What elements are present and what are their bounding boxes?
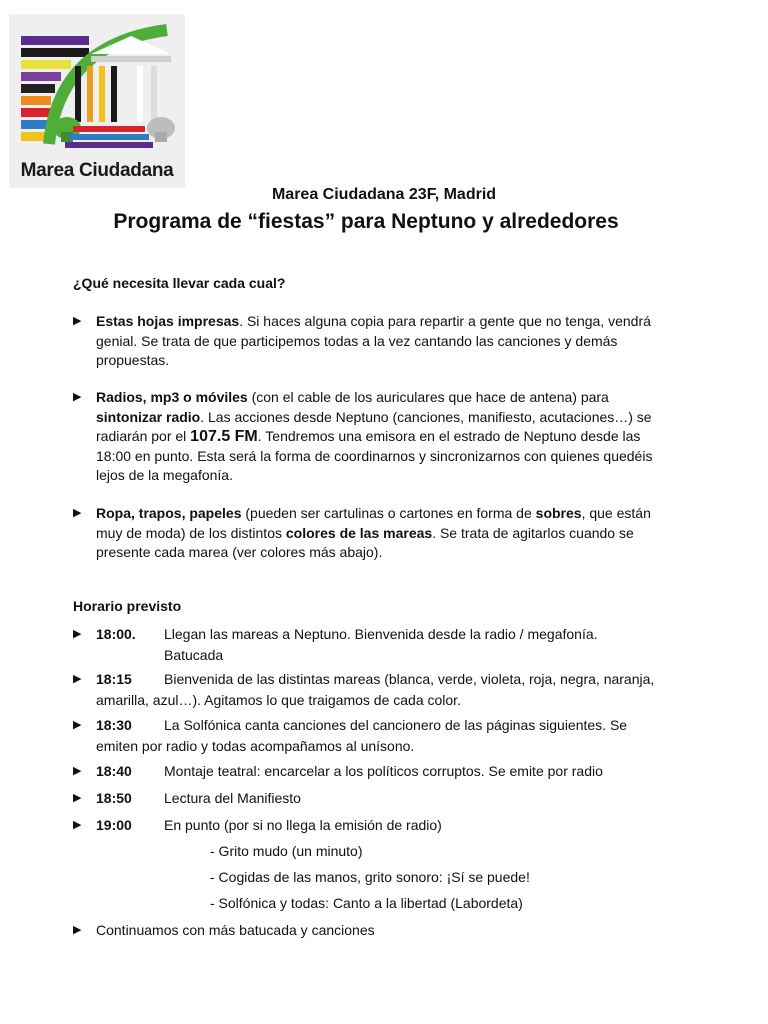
triangle-bullet-icon: ▶ [73,765,82,777]
radio-frequency: 107.5 FM [190,428,258,445]
item-emphasis: Estas hojas impresas [96,313,240,329]
triangle-bullet-icon: ▶ [73,719,82,731]
triangle-bullet-icon: ▶ [73,391,82,403]
schedule-row [73,788,663,809]
schedule-desc: Bienvenida de las distintas mareas (blanca, verde, violeta, roja, negra, naranja, amarilla, azul…). Agitamos lo que traigamos de cada color. [96,671,655,708]
schedule-time: 18:50 [96,790,132,806]
schedule-desc: Llegan las mareas a Neptuno. Bienvenida desde la radio / megafonía. [164,626,598,642]
schedule-desc: Batucada [164,647,224,663]
triangle-bullet-icon: ▶ [73,315,82,327]
list-item [73,312,663,371]
schedule-time: 18:40 [96,763,132,779]
triangle-bullet-icon: ▶ [73,792,82,804]
sub-item: - Solfónica y todas: Canto a la libertad (Labordeta) [210,895,523,911]
item-emphasis: sintonizar radio [96,408,201,425]
triangle-bullet-icon: ▶ [73,673,82,685]
closing-text: Continuamos con más batucada y canciones [96,922,375,938]
schedule-desc: Lectura del Manifiesto [164,790,301,806]
item-text: (con el cable de los auriculares que hace de antena) para [247,389,609,405]
section-heading-schedule: Horario previsto [73,598,182,614]
item-text: . Tendremos una emisora en el estrado de Neptuno desde las 18:00 en punto. Esta será la forma de coordinarnos y sincronizarnos con quienes quedéis lejos de la megafonía. [96,428,653,483]
schedule-desc: La Solfónica canta canciones del cancionero de las páginas siguientes. Se emiten por radio y todas acompañamos al unísono. [96,717,628,754]
triangle-bullet-icon: ▶ [73,924,82,936]
schedule-time: 18:00. [96,626,136,642]
item-text: (pueden ser cartulinas o cartones en forma de [241,505,536,521]
logo-graphic [9,14,185,160]
item-text: . Las acciones desde Neptuno (canciones, manifiesto, acutaciones…) se radiarán por el [96,408,652,444]
section-heading-bring: ¿Qué necesita llevar cada cual? [73,275,286,291]
schedule-desc: Montaje teatral: encarcelar a los políticos corruptos. Se emite por radio [164,763,603,779]
list-item [73,504,663,563]
item-emphasis: colores de las mareas [285,524,433,541]
item-text: , que están muy de moda) de los distintos [96,505,651,541]
item-emphasis: sobres [535,505,582,521]
schedule-row [73,920,663,941]
item-text: . Si haces alguna copia para repartir a gente que no tenga, vendrá genial. Se trata de que participemos todas a la vez cantando las canciones y demás propuestas. [96,313,651,368]
marea-ciudadana-logo [9,14,185,188]
schedule-time: 18:30 [96,717,132,733]
item-emphasis: Radios, mp3 o móviles [96,389,248,405]
page-subtitle: Marea Ciudadana 23F, Madrid [271,186,497,203]
triangle-bullet-icon: ▶ [73,507,82,519]
schedule-row [73,815,663,836]
schedule-desc: En punto (por si no llega la emisión de radio) [164,817,442,833]
sub-item: - Grito mudo (un minuto) [210,843,363,859]
schedule-row [73,715,663,757]
sub-item: - Cogidas de las manos, grito sonoro: ¡Sí se puede! [210,869,530,885]
schedule-time: 19:00 [96,817,132,833]
schedule-time: 18:15 [96,671,132,687]
schedule-row [73,669,663,711]
logo-wordmark: Marea Ciudadana [20,160,174,181]
triangle-bullet-icon: ▶ [73,628,82,640]
schedule-row [73,761,663,782]
page-title: Programa de “fiestas” para Neptuno y alrededores [113,210,619,233]
item-text: . Se trata de agitarlos cuando se presente cada marea (ver colores más abajo). [96,524,634,560]
schedule-row [73,624,663,666]
list-item [73,388,663,486]
triangle-bullet-icon: ▶ [73,819,82,831]
item-emphasis: Ropa, trapos, papeles [96,505,242,521]
